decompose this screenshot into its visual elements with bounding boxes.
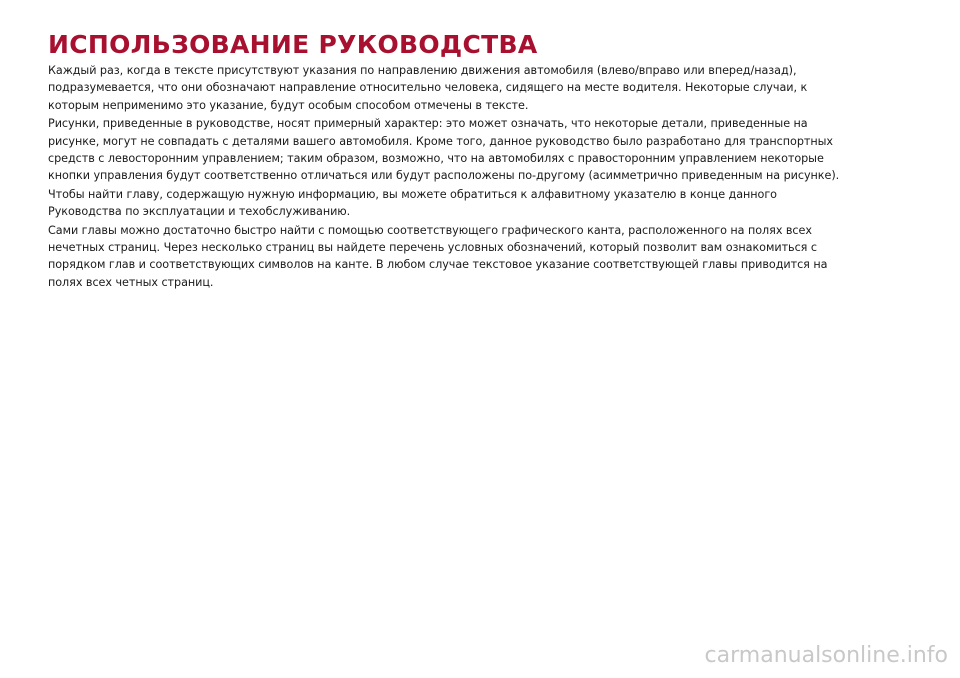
section-title: ИСПОЛЬЗОВАНИЕ РУКОВОДСТВА (48, 30, 538, 59)
watermark: carmanualsonline.info (704, 643, 948, 668)
body-text (48, 62, 848, 292)
paragraph-chapters: Сами главы можно достаточно быстро найти с помощью соответствующего графического канта, расположенного на полях всех нечетных страниц. Через несколько страниц вы найдете перечень условных обозначений, который позволит вам ознакомиться с порядком глав и соответствующих символов на канте. В любом случае текстовое указание соответствующей главы приводится на полях всех четных страниц. (48, 223, 828, 289)
paragraph-illustrations: Рисунки, приведенные в руководстве, носят примерный характер: это может означать, что некоторые детали, приведенные на рисунке, могут не совпадать с деталями вашего автомобиля. Кроме того, данное руководство было разработано для транспортных средств с левосторонним управлением; таким образом, возможно, что на автомобилях с правосторонним управлением некоторые кнопки управления будут соответственно отличаться или будут расположены по-другому (асимметрично приведенным на рисунке). (48, 117, 840, 183)
paragraph-directions: Каждый раз, когда в тексте присутствуют указания по направлению движения автомобиля (влево/вправо или вперед/назад), подразумевается, что они обозначают направление относительно человека, сидящего на месте водителя. Некоторые случаи, к которым неприменимо это указание, будут особым способом отмечены в тексте. (48, 64, 808, 112)
paragraph-index: Чтобы найти главу, содержащую нужную информацию, вы можете обратиться к алфавитному указателю в конце данного Руководства по эксплуатации и техобслуживанию. (48, 187, 777, 219)
